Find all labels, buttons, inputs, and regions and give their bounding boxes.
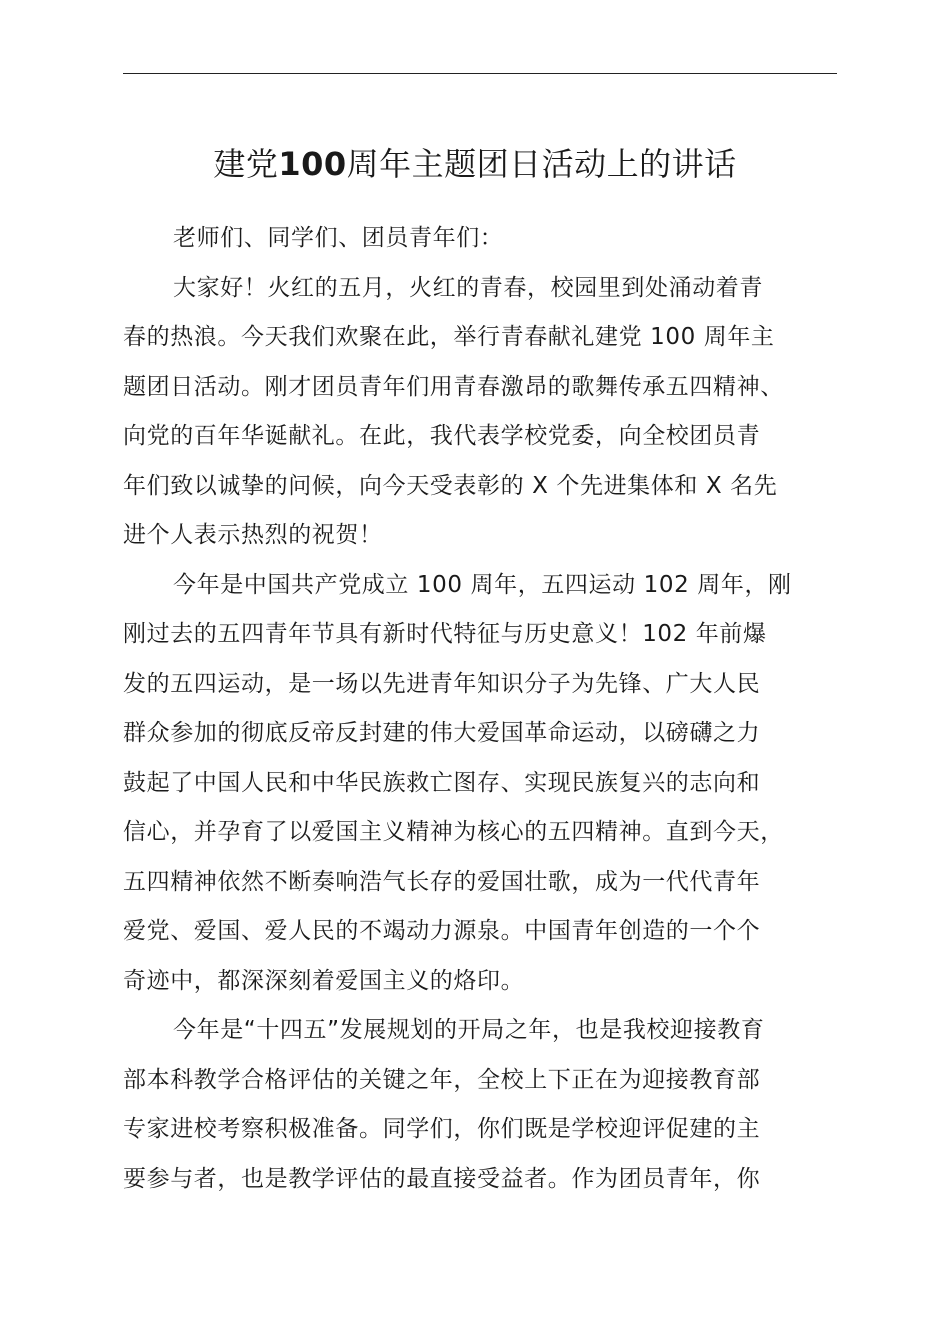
- text-line: 专家进校考察积极准备。同学们，你们既是学校迎评促建的主: [123, 1116, 761, 1142]
- text-line: 爱党、爱国、爱人民的不竭动力源泉。中国青年创造的一个个: [123, 918, 761, 944]
- title-suffix: 周年主题团日活动上的讲话: [346, 145, 737, 183]
- text-line: 今年是中国共产党成立 100 周年，五四运动 102 周年，刚: [173, 571, 792, 598]
- paragraph-1: [123, 264, 837, 561]
- text-line: 今年是“十四五”发展规划的开局之年，也是我校迎接教育: [173, 1017, 765, 1043]
- text-line: 进个人表示热烈的祝贺！: [123, 522, 383, 548]
- text-line: 部本科教学合格评估的关键之年，全校上下正在为迎接教育部: [123, 1066, 761, 1093]
- text-line: 向党的百年华诞献礼。在此，我代表学校党委，向全校团员青: [123, 423, 761, 449]
- paragraph-3: [123, 1006, 837, 1204]
- document-title: [0, 140, 950, 188]
- text-line: 信心，并孕育了以爱国主义精神为核心的五四精神。直到今天，: [123, 819, 784, 845]
- text-line: 题团日活动。刚才团员青年们用青春激昂的歌舞传承五四精神、: [123, 373, 784, 400]
- text-line: 大家好！火红的五月，火红的青春，校园里到处涌动着青: [173, 274, 763, 301]
- text-line: 五四精神依然不断奏响浩气长存的爱国壮歌，成为一代代青年: [123, 868, 761, 895]
- title-prefix: 建党: [213, 145, 279, 183]
- text-line: 发的五四运动，是一场以先进青年知识分子为先锋、广大人民: [123, 670, 761, 697]
- paragraph-2: [123, 561, 837, 1007]
- title-number: 100: [278, 145, 347, 183]
- text-line: 要参与者，也是教学评估的最直接受益者。作为团员青年，你: [123, 1165, 761, 1192]
- salutation: 老师们、同学们、团员青年们：: [173, 225, 504, 251]
- text-line: 鼓起了中国人民和中华民族救亡图存、实现民族复兴的志向和: [123, 769, 761, 796]
- document-body: [123, 214, 837, 1204]
- text-line: 刚过去的五四青年节具有新时代特征与历史意义！102 年前爆: [123, 621, 767, 647]
- header-rule: [123, 73, 837, 74]
- text-line: 年们致以诚挚的问候，向今天受表彰的 X 个先进集体和 X 名先: [123, 472, 778, 499]
- text-line: 春的热浪。今天我们欢聚在此，举行青春献礼建党 100 周年主: [123, 324, 775, 350]
- text-line: 群众参加的彻底反帝反封建的伟大爱国革命运动，以磅礴之力: [123, 720, 761, 746]
- salutation-paragraph: [123, 214, 837, 264]
- text-line: 奇迹中，都深深刻着爱国主义的烙印。: [123, 967, 525, 994]
